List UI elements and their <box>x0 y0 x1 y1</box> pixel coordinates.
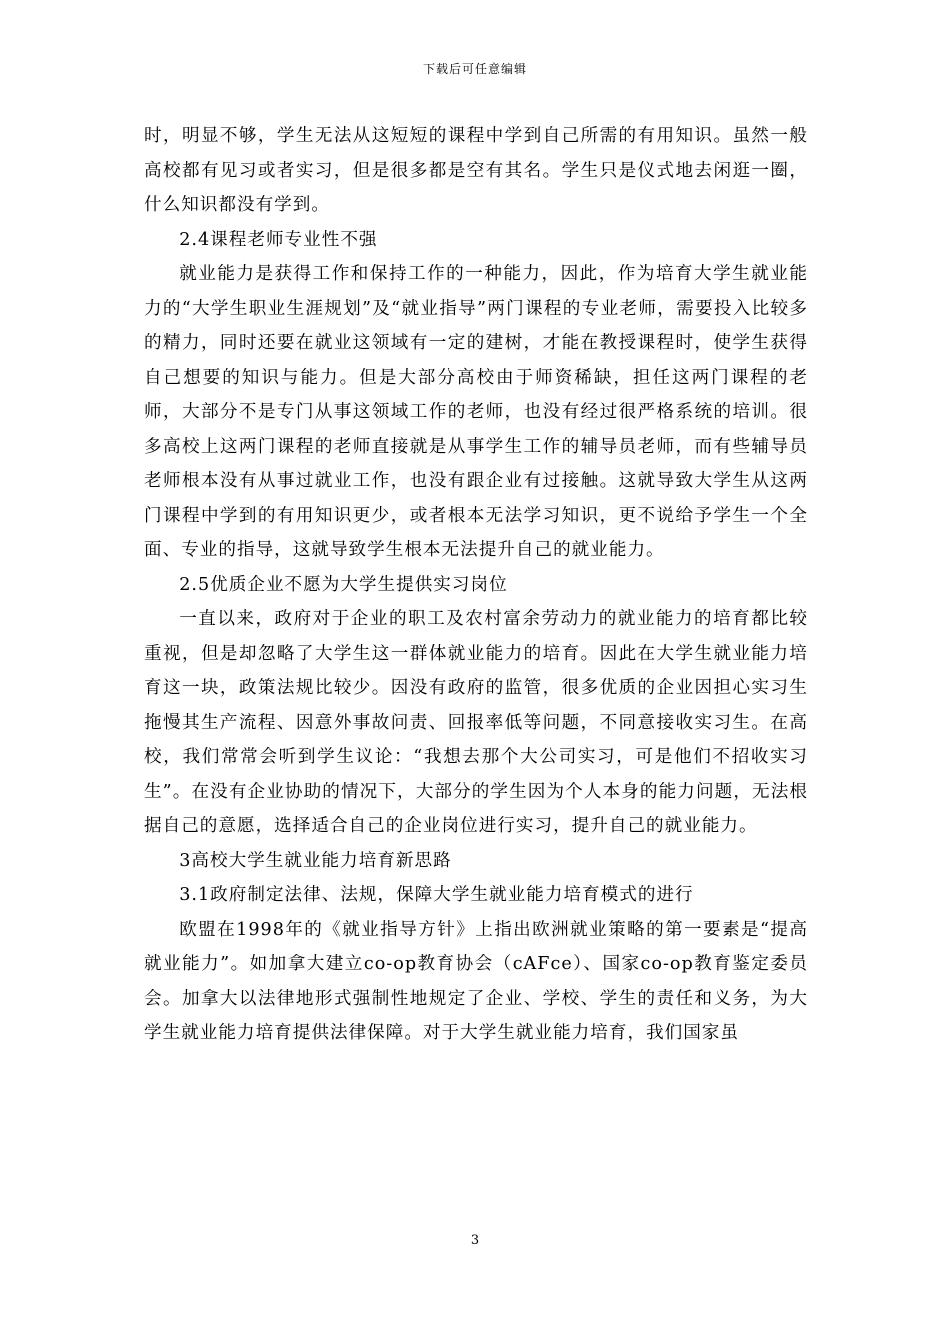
section-heading-3: 3高校大学生就业能力培育新思路 <box>179 850 452 871</box>
document-body <box>144 119 808 1051</box>
section-heading-2-4: 2.4课程老师专业性不强 <box>179 229 378 250</box>
paragraph-eu-guidelines: 欧盟在1998年的《就业指导方针》上指出欧洲就业策略的第一要素是“提高就业能力”。如加拿大建立co-op教育协会（cAFce）、国家co-op教育鉴定委员会。加拿大以法律地形式强制性地规定了企业、学校、学生的责任和义务，为大学生就业能力培育提供法律保障。对于大学生就业能力培育，我们国家虽 <box>144 919 808 1043</box>
section-heading-3-1: 3.1政府制定法律、法规，保障大学生就业能力培育模式的进行 <box>179 885 694 905</box>
paragraph-internship-positions: 一直以来，政府对于企业的职工及农村富余劳动力的就业能力的培育都比较重视，但是却忽略了大学生这一群体就业能力的培育。因此在大学生就业能力培育这一块，政策法规比较少。因没有政府的监管，很多优质的企业因担心实习生拖慢其生产流程、因意外事故问责、回报率低等问题，不同意接收实习生。在高校，我们常常会听到学生议论：“我想去那个大公司实习，可是他们不招收实习生”。在没有企业协助的情况下，大部分的学生因为个人本身的能力问题，无法根据自己的意愿，选择适合自己的企业岗位进行实习，提升自己的就业能力。 <box>144 609 808 836</box>
paragraph-continuation: 时，明显不够，学生无法从这短短的课程中学到自己所需的有用知识。虽然一般高校都有见习或者实习，但是很多都是空有其名。学生只是仪式地去闲逛一圈，什么知识都没有学到。 <box>144 126 808 215</box>
paragraph-teacher-professionalism: 就业能力是获得工作和保持工作的一种能力，因此，作为培育大学生就业能力的“大学生职业生涯规划”及“就业指导”两门课程的专业老师，需要投入比较多的精力，同时还要在就业这领域有一定的建树，才能在教授课程时，使学生获得自己想要的知识与能力。但是大部分高校由于师资稀缺，担任这两门课程的老师，大部分不是专门从事这领域工作的老师，也没有经过很严格系统的培训。很多高校上这两门课程的老师直接就是从事学生工作的辅导员老师，而有些辅导员老师根本没有从事过就业工作，也没有跟企业有过接触。这就导致大学生从这两门课程中学到的有用知识更少，或者根本无法学习知识，更不说给予学生一个全面、专业的指导，这就导致学生根本无法提升自己的就业能力。 <box>144 264 808 560</box>
page-number: 3 <box>470 1233 480 1248</box>
page-header: 下载后可任意编辑 <box>422 62 527 76</box>
section-heading-2-5: 2.5优质企业不愿为大学生提供实习岗位 <box>179 574 508 595</box>
